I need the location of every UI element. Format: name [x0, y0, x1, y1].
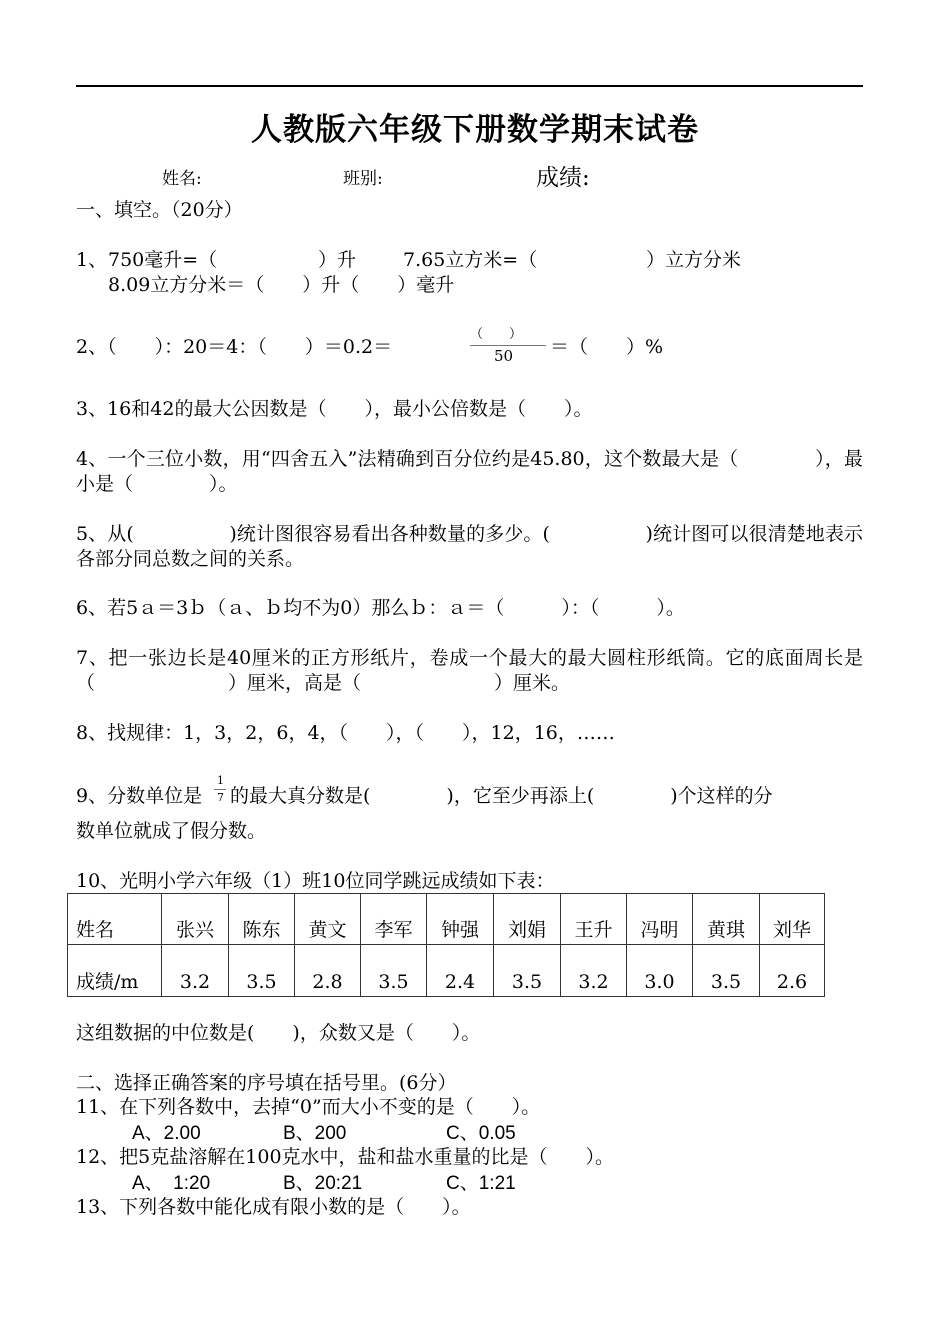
q1-part-c: 7.65立方米=（ — [403, 249, 538, 271]
q9-fraction-bar — [214, 789, 226, 790]
q10-intro: 10、光明小学六年级（1）班10位同学跳远成绩如下表： — [76, 870, 555, 892]
q1-number: 1、 — [76, 249, 108, 271]
q9-text-a: 9、分数单位是 — [76, 785, 203, 807]
section1-heading: 一、填空。（20分） — [76, 199, 243, 221]
q12-option-a: A、 1:20 — [132, 1173, 211, 1194]
table-cell-name: 刘华 — [760, 894, 825, 945]
q5-text: 5、从( )统计图很容易看出各种数量的多少。( )统计图可以很清楚地表示各部分同总数之间的关系。 — [76, 523, 863, 570]
q13-stem: 13、下列各数中能化成有限小数的是（ ）。 — [76, 1196, 471, 1218]
q2-fraction-denominator: 50 — [494, 347, 514, 365]
section2-heading: 二、选择正确答案的序号填在括号里。(6分） — [76, 1072, 457, 1094]
q6-text: 6、若5ａ＝3ｂ（ａ、ｂ均不为0）那么ｂ：ａ＝（ ）：（ ）。 — [76, 597, 685, 619]
q9-fraction-numerator: 1 — [217, 774, 224, 787]
table-cell-score: 3.2 — [561, 945, 627, 997]
table-cell-name: 李军 — [361, 894, 427, 945]
q1-part-b: ）升 — [318, 249, 357, 271]
q11-option-c: C、0.05 — [446, 1123, 516, 1144]
table-cell-score: 3.5 — [494, 945, 561, 997]
table-cell-score: 3.5 — [361, 945, 427, 997]
table-cell-name: 冯明 — [627, 894, 693, 945]
name-label: 姓名: — [162, 169, 202, 189]
q1-part-d: ）立方分米 — [646, 249, 742, 271]
scores-table — [67, 893, 825, 997]
q1-part-a: 750毫升=（ — [108, 249, 218, 271]
table-cell-name: 黄琪 — [693, 894, 760, 945]
table-cell-name: 王升 — [561, 894, 627, 945]
table-cell-score: 3.5 — [693, 945, 760, 997]
table-cell-score: 2.8 — [295, 945, 361, 997]
q8-text: 8、找规律：1，3，2，6，4，（ ），（ ），12，16，…… — [76, 722, 615, 744]
table-cell-name: 钟强 — [427, 894, 494, 945]
q11-option-a: A、2.00 — [132, 1123, 201, 1144]
q2-fraction-numerator: （ ） — [470, 327, 523, 342]
table-row-scores — [68, 945, 825, 997]
q3-text: 3、16和42的最大公因数是（ ），最小公倍数是（ ）。 — [76, 398, 593, 420]
q12-option-c: C、1:21 — [446, 1173, 516, 1194]
table-cell-name: 刘娟 — [494, 894, 561, 945]
table-cell-score: 2.6 — [760, 945, 825, 997]
class-label: 班别: — [343, 169, 383, 189]
table-cell-score: 3.5 — [229, 945, 295, 997]
q11-option-b: B、200 — [283, 1123, 347, 1144]
q9-text-c: 数单位就成了假分数。 — [76, 820, 267, 842]
table-cell-name: 张兴 — [162, 894, 229, 945]
table-row-names — [68, 894, 825, 945]
q12-stem: 12、把5克盐溶解在100克水中，盐和盐水重量的比是（ ）。 — [76, 1146, 615, 1168]
q9-fraction-denominator: 7 — [217, 791, 224, 804]
q2-text-a: 2、（ ）：20＝4：（ ）＝0.2＝ — [76, 336, 393, 358]
q10-after: 这组数据的中位数是( )，众数又是（ ）。 — [76, 1022, 481, 1044]
table-cell-name: 黄文 — [295, 894, 361, 945]
q2-fraction-bar — [470, 345, 546, 346]
q12-option-b: B、20:21 — [283, 1173, 363, 1194]
q2-text-b: ＝（ ）% — [550, 336, 664, 358]
q11-stem: 11、在下列各数中，去掉“0”而大小不变的是（ ）。 — [76, 1096, 541, 1118]
table-cell-score: 3.2 — [162, 945, 229, 997]
q9-text-b: 的最大真分数是( )，它至少再添上( )个这样的分 — [230, 785, 773, 807]
table-cell-name: 陈东 — [229, 894, 295, 945]
page-title: 人教版六年级下册数学期末试卷 — [251, 112, 699, 148]
table-cell-score: 2.4 — [427, 945, 494, 997]
table-cell-score-label: 成绩/m — [68, 945, 162, 997]
table-cell-name-label: 姓名 — [68, 894, 162, 945]
q4-text: 4、一个三位小数，用“四舍五入”法精确到百分位约是45.80，这个数最大是（ ），最小是（ ）。 — [76, 448, 863, 495]
q1-line2: 8.09立方分米＝（ ）升（ ）毫升 — [108, 274, 455, 296]
table-cell-score: 3.0 — [627, 945, 693, 997]
score-label: 成绩: — [536, 165, 590, 191]
top-rule — [76, 85, 863, 87]
q7-text: 7、把一张边长是40厘米的正方形纸片，卷成一个最大的最大圆柱形纸筒。它的底面周长是（ ）厘米，高是（ ）厘米。 — [76, 647, 863, 694]
